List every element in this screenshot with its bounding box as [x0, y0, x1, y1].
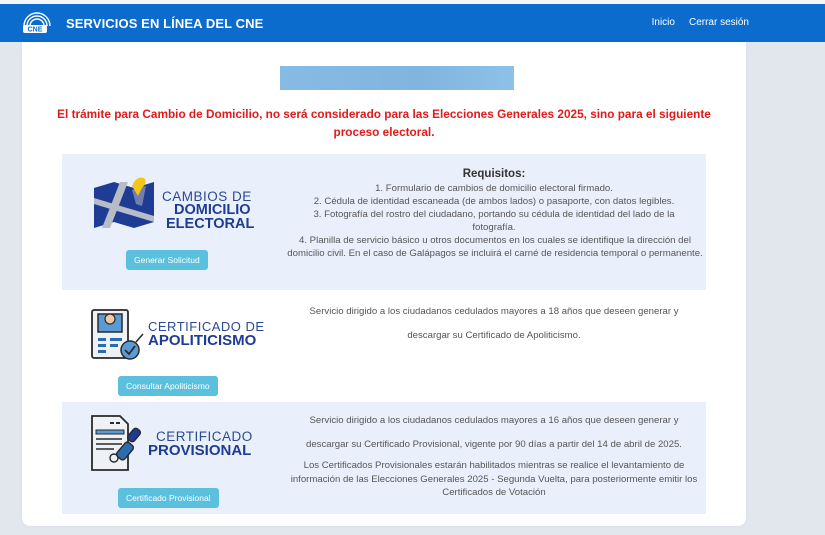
section-cambio-domicilio: [62, 154, 706, 290]
top-navbar: [0, 4, 825, 42]
description-panel: [282, 402, 706, 514]
app-title: SERVICIOS EN LÍNEA DEL CNE: [66, 16, 264, 31]
requirement-item: 1. Formulario de cambios de domicilio electoral firmado.: [375, 183, 613, 194]
logo-line2: PROVISIONAL: [148, 442, 252, 459]
logo-line2: APOLITICISMO: [148, 332, 257, 349]
section-logo-area: [62, 290, 282, 402]
section-logo-area: [62, 154, 282, 290]
logo-line2: DOMICILIO: [174, 202, 251, 218]
cne-logo-icon[interactable]: [20, 10, 54, 36]
service-note: Los Certificados Provisionales estarán habilitados mientras se realice el levantamiento de información de las Elecciones Generales 2025 - Segunda Vuelta, para posteriormente emitir los Certificados de Votación: [290, 460, 698, 498]
svg-text:CNE: CNE: [27, 26, 43, 34]
document-stamp-icon: [88, 414, 142, 472]
description-panel: [282, 290, 706, 402]
main-card: [22, 42, 746, 526]
requirement-item: 2. Cédula de identidad escaneada (de ambos lados) o pasaporte, con datos legibles.: [313, 196, 675, 207]
consultar-apoliticismo-button[interactable]: Consultar Apoliticismo: [118, 376, 218, 396]
nav-logout-link[interactable]: Cerrar sesión: [688, 17, 749, 28]
logo-line3: ELECTORAL: [166, 216, 255, 232]
logo-line1: CAMBIOS DE: [162, 189, 252, 204]
map-vote-icon: [92, 176, 158, 230]
section-certificado-provisional: [62, 402, 706, 514]
certificate-person-icon: [88, 304, 144, 362]
requirement-item: 3. Fotografía del rostro del ciudadano, portando su cédula de identidad del lado de la fotografía.: [313, 209, 675, 233]
service-description: Servicio dirigido a los ciudadanos cedulados mayores a 16 años que deseen generar y descargar su Certificado Provisional, vigente por 90 días a partir del 14 de abril de 2025.: [306, 415, 682, 450]
top-nav: [652, 17, 749, 28]
requirements-panel: [282, 154, 706, 290]
generar-solicitud-button[interactable]: Generar Solicitud: [126, 250, 208, 270]
certificado-provisional-button[interactable]: Certificado Provisional: [118, 488, 219, 508]
banner-image: [280, 66, 514, 90]
requirements-title: Requisitos:: [462, 168, 526, 180]
service-description: Servicio dirigido a los ciudadanos cedulados mayores a 18 años que deseen generar y descargar su Certificado de Apoliticismo.: [309, 306, 679, 341]
requirement-item: 4. Planilla de servicio básico u otros documentos en los cuales se identifique la dirección del domicilio civil. En el caso de Galápagos se incluirá el carné de residencia temporal o permanente.: [287, 235, 703, 259]
logo-line1: CERTIFICADO DE: [148, 319, 265, 334]
notice-message: El trámite para Cambio de Domicilio, no será considerado para las Elecciones Generales 2025, sino para el siguiente proceso electoral.: [57, 107, 711, 139]
logo-line1: CERTIFICADO: [156, 429, 253, 444]
section-apoliticismo: [62, 290, 706, 402]
section-logo-area: [62, 402, 282, 514]
nav-inicio-link[interactable]: Inicio: [651, 17, 675, 28]
